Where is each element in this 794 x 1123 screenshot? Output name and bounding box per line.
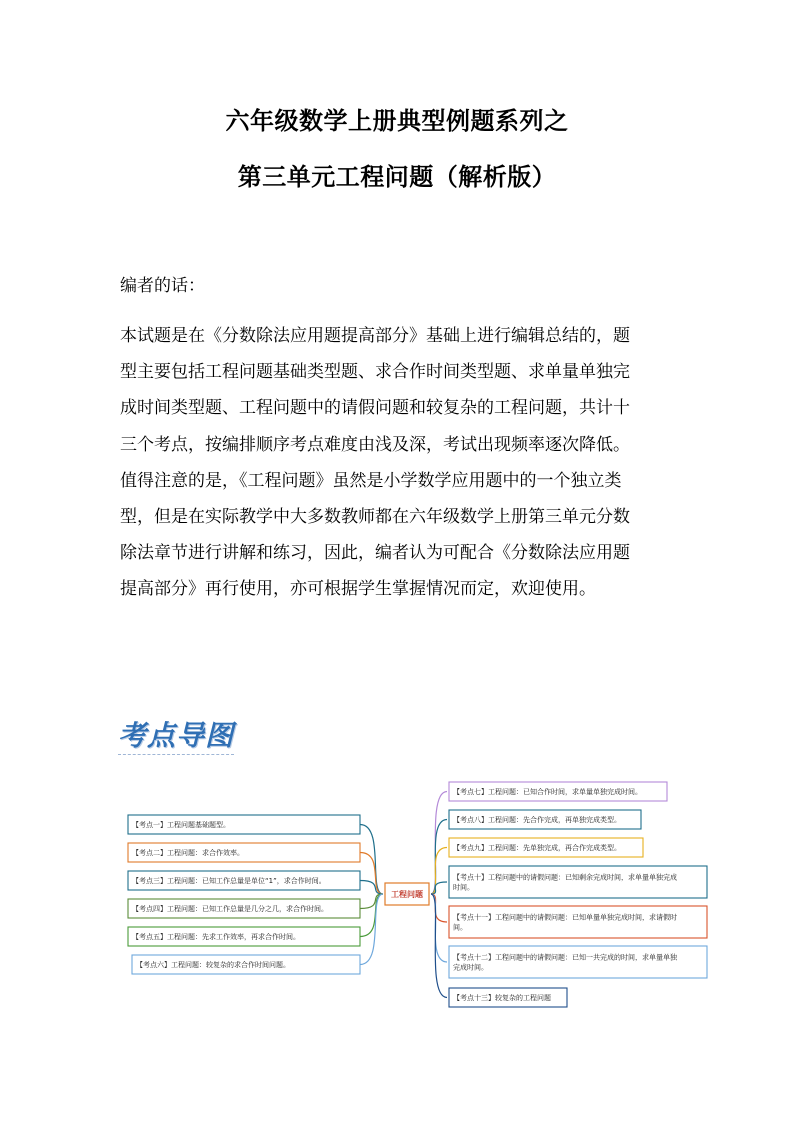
node-label: 【考点九】工程问题：先单独完成，再合作完成类型。: [453, 844, 621, 852]
connector-k6: [360, 894, 383, 965]
center-node-label: 工程问题: [391, 890, 423, 899]
mind-map-node-k12: [449, 946, 707, 978]
paragraph-line: 值得注意的是，《工程问题》虽然是小学数学应用题中的一个独立类: [120, 470, 622, 491]
node-box: [449, 946, 707, 978]
node-label: 【考点二】工程问题：求合作效率。: [132, 849, 244, 857]
mind-map-node-k1: [128, 815, 360, 834]
mind-map-node-k5: [128, 927, 360, 946]
node-label: 【考点一】工程问题基础题型。: [132, 821, 230, 829]
node-box: [449, 866, 707, 898]
connector-k7: [431, 792, 447, 895]
paragraph-line: 成时间类型题、工程问题中的请假问题和较复杂的工程问题，共计十: [120, 398, 630, 419]
paragraph-line: 本试题是在《分数除法应用题提高部分》基础上进行编辑总结的，题: [120, 326, 630, 346]
mind-map-node-k2: [128, 843, 360, 862]
mind-map-node-k7: [449, 782, 667, 801]
mind-map-node-k13: [449, 988, 567, 1007]
node-label: 【考点六】工程问题：较复杂的求合作时间问题。: [136, 961, 290, 969]
document-title-line-2: 第三单元工程问题（解析版）: [237, 163, 557, 191]
connector-k11: [431, 894, 447, 922]
paragraph-line: 三个考点，按编排顺序考点难度由浅及深，考试出现频率逐次降低。: [120, 434, 630, 455]
node-box: [449, 906, 707, 938]
paragraph-line: 型，但是在实际教学中大多数教师都在六年级数学上册第三单元分数: [120, 507, 630, 528]
document-title-line-1: 六年级数学上册典型例题系列之: [225, 107, 569, 135]
node-label: 时间。: [453, 883, 474, 892]
connector-k13: [431, 894, 447, 998]
paragraph-line: 除法章节进行讲解和练习，因此，编者认为可配合《分数除法应用题: [120, 543, 630, 564]
paragraph-line: 型主要包括工程问题基础类型题、求合作时间类型题、求单量单独完: [120, 362, 630, 383]
mind-map-node-k8: [449, 810, 641, 829]
connector-k5: [360, 894, 383, 937]
node-label: 【考点十三】较复杂的工程问题: [453, 994, 551, 1002]
node-label: 【考点八】工程问题：先合作完成，再单独完成类型。: [453, 816, 621, 824]
node-label: 【考点十】工程问题中的请假问题：已知剩余完成时间，求单量单独完成: [453, 873, 677, 882]
connector-k2: [360, 853, 383, 895]
node-label: 【考点七】工程问题：已知合作时间，求单量单独完成时间。: [453, 788, 642, 796]
editor-note-label: 编者的话：: [120, 276, 205, 296]
node-label: 【考点十二】工程问题中的请假问题：已知一共完成的时间，求单量单独: [453, 953, 677, 962]
node-label: 完成时间。: [453, 963, 488, 972]
paragraph-line: 提高部分》再行使用，亦可根据学生掌握情况而定，欢迎使用。: [120, 579, 596, 600]
connector-k12: [431, 894, 447, 962]
mind-map-node-k10: [449, 866, 707, 898]
mind-map-node-k3: [128, 871, 360, 890]
mind-map-center-node: [385, 883, 429, 905]
node-label: 【考点五】工程问题：先求工作效率，再求合作时间。: [132, 933, 300, 941]
node-label: 【考点十一】工程问题中的请假问题：已知单量单独完成时间，求请假时: [453, 913, 677, 922]
mind-map-node-k6: [132, 955, 360, 974]
node-label: 间。: [453, 923, 467, 932]
section-heading: 考点导图: [118, 718, 234, 755]
mind-map-node-k9: [449, 838, 643, 857]
mind-map-node-k4: [128, 899, 360, 918]
mind-map-node-k11: [449, 906, 707, 938]
node-label: 【考点四】工程问题：已知工作总量是几分之几，求合作时间。: [132, 905, 328, 913]
node-label: 【考点三】工程问题：已知工作总量是单位“1”，求合作时间。: [132, 877, 326, 885]
connector-k9: [431, 848, 447, 895]
